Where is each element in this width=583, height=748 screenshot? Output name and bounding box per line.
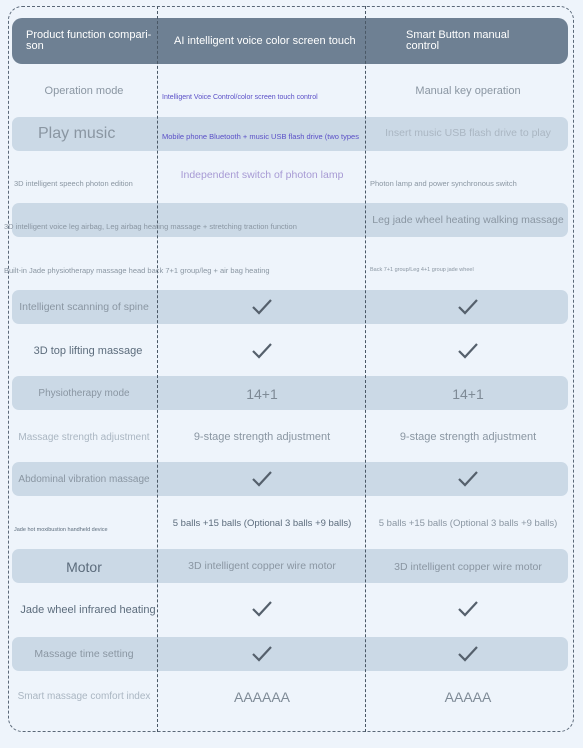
row-ai-value: Independent switch of photon lamp: [180, 169, 344, 181]
row-label: 3D intelligent voice leg airbag, Leg airbag heating massage + stretching traction function: [4, 221, 297, 231]
checkmark-icon: [160, 468, 364, 490]
checkmark-icon: [368, 468, 568, 490]
row-label: Jade hot moxibustion handheld device: [14, 527, 108, 533]
row-manual-value: Leg jade wheel heating walking massage: [372, 214, 564, 226]
row-label: Jade wheel infrared heating: [20, 604, 156, 616]
row-manual-value: 3D intelligent copper wire motor: [394, 561, 542, 573]
row-manual-value: Manual key operation: [415, 85, 521, 97]
checkmark-icon: [368, 296, 568, 318]
row-manual-value: AAAAA: [444, 689, 492, 705]
checkmark-icon: [160, 296, 364, 318]
row-label: Intelligent scanning of spine: [19, 301, 149, 313]
row-label: Massage time setting: [34, 648, 134, 660]
row-label: Abdominal vibration massage: [18, 473, 150, 485]
checkmark-icon: [368, 340, 568, 362]
row-ai-value: 3D intelligent copper wire motor: [188, 560, 336, 572]
comparison-table: [8, 6, 574, 732]
column-divider: [157, 6, 158, 732]
row-manual-value: 5 balls +15 balls (Optional 3 balls +9 balls): [378, 517, 558, 529]
row-label: Play music: [38, 125, 116, 142]
row-manual-value: 9-stage strength adjustment: [399, 431, 537, 443]
row-label: 3D intelligent speech photon edition: [14, 178, 133, 188]
column-divider: [365, 6, 366, 732]
header-col-function: Product function compari-son: [26, 29, 152, 52]
header-col-manual: Smart Button manual control: [406, 29, 510, 52]
row-ai-value: 9-stage strength adjustment: [193, 431, 331, 443]
header-col-ai: AI intelligent voice color screen touch: [174, 35, 356, 47]
checkmark-icon: [160, 643, 364, 665]
row-label: Massage strength adjustment: [18, 431, 150, 443]
row-manual-value: 14+1: [452, 386, 484, 402]
row-manual-value: Photon lamp and power synchronous switch: [370, 178, 517, 188]
checkmark-icon: [160, 598, 364, 620]
row-manual-value: Insert music USB flash drive to play: [385, 127, 551, 139]
row-ai-value: AAAAAA: [233, 689, 291, 705]
row-label: 3D top lifting massage: [33, 345, 143, 357]
row-label: Smart massage comfort index: [17, 690, 151, 702]
row-ai-value: 5 balls +15 balls (Optional 3 balls +9 balls): [172, 517, 352, 529]
row-ai-value: Mobile phone Bluetooth + music USB flash drive (two types: [162, 131, 359, 141]
row-label: Motor: [66, 559, 102, 575]
row-ai-value: Intelligent Voice Control/color screen touch control: [162, 93, 318, 101]
row-label: Physiotherapy mode: [38, 387, 130, 399]
row-manual-value: Back 7+1 group/Leg 4+1 group jade wheel: [370, 267, 474, 273]
row-ai-value: 14+1: [246, 386, 278, 402]
checkmark-icon: [160, 340, 364, 362]
checkmark-icon: [368, 643, 568, 665]
checkmark-icon: [368, 598, 568, 620]
row-label: Built-in Jade physiotherapy massage head back 7+1 group/leg + air bag heating: [4, 265, 270, 275]
row-label: Operation mode: [44, 85, 124, 97]
